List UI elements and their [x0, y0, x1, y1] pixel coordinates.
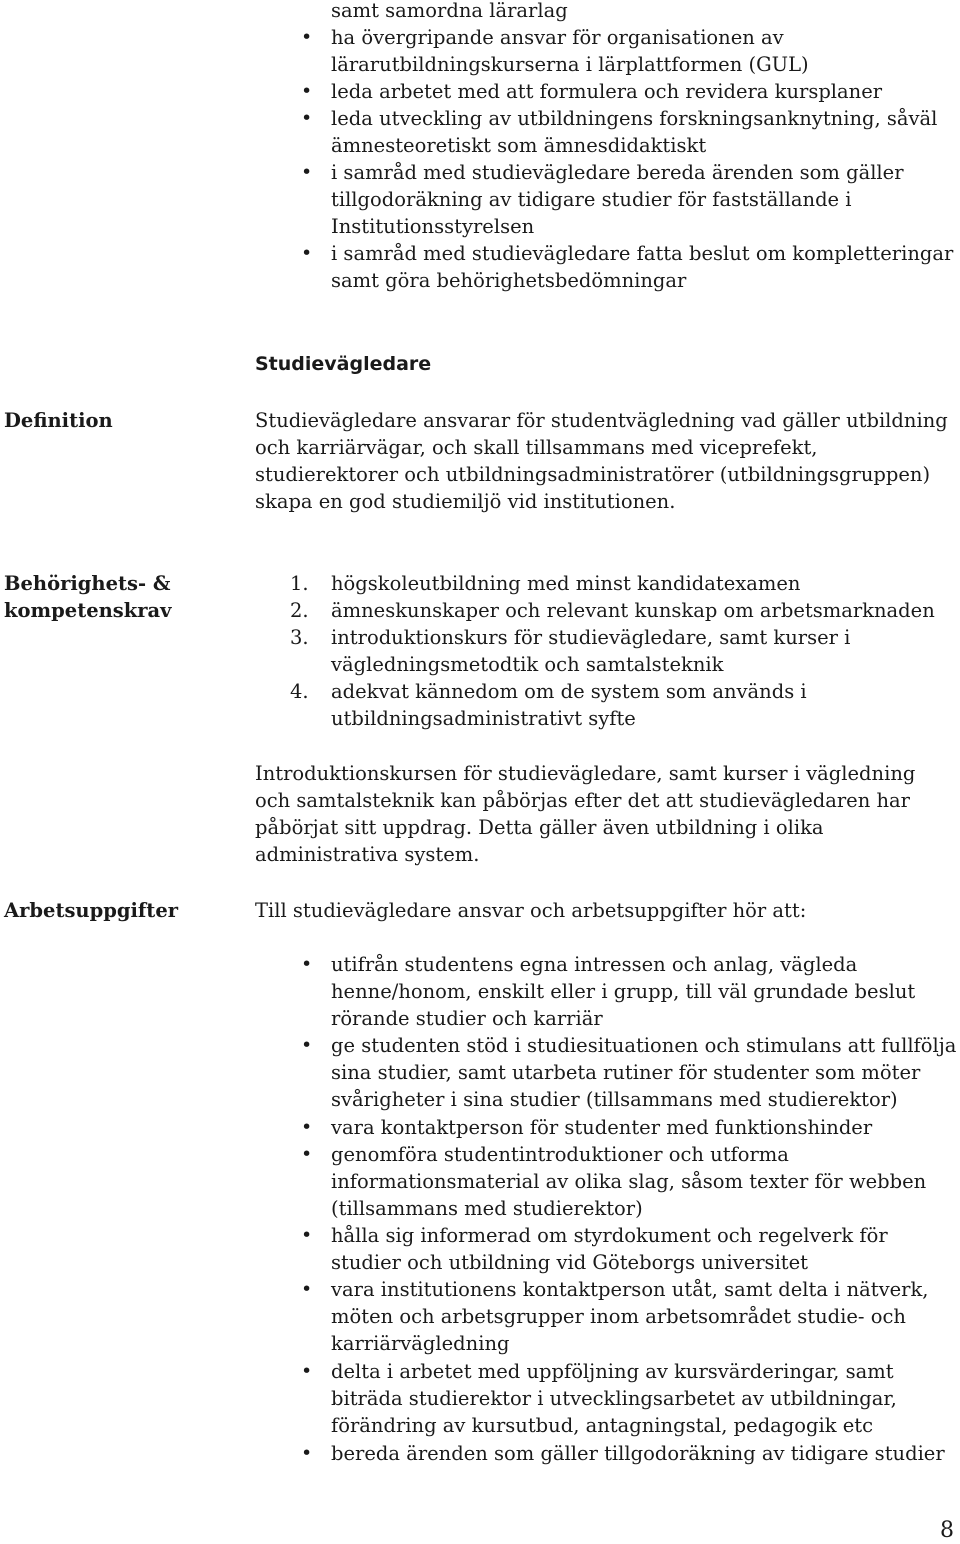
list-item-text: bereda ärenden som gäller tillgodoräkning av tidigare studier — [331, 1442, 945, 1465]
list-item-text: i samråd med studievägledare fatta beslut om kompletteringar — [331, 242, 954, 265]
list-continuation-text: samt samordna lärarlag — [331, 0, 568, 22]
bullet-icon: • — [301, 107, 313, 129]
bullet-icon: • — [301, 1143, 313, 1165]
list-item-text: rörande studier och karriär — [331, 1007, 603, 1030]
list-item-text: adekvat kännedom om de system som används i — [331, 680, 807, 703]
competence-label: Behörighets- & — [4, 572, 171, 595]
list-item-text: svårigheter i sina studier (tillsammans med studierektor) — [331, 1088, 898, 1111]
tasks-label: Arbetsuppgifter — [4, 899, 178, 922]
list-item-text: utbildningsadministrativt syfte — [331, 707, 636, 730]
page-number: 8 — [940, 1518, 954, 1543]
list-item-text: i samråd med studievägledare bereda ärenden som gäller — [331, 161, 904, 184]
bullet-icon: • — [301, 80, 313, 102]
bullet-icon: • — [301, 161, 313, 183]
list-item-text: samt göra behörighetsbedömningar — [331, 269, 687, 292]
list-item-text: henne/honom, enskilt eller i grupp, till väl grundade beslut — [331, 980, 916, 1003]
list-number: 2. — [290, 599, 309, 622]
list-item-text: introduktionskurs för studievägledare, samt kurser i — [331, 626, 851, 649]
list-item-text: ge studenten stöd i studiesituationen och stimulans att fullfölja — [331, 1034, 957, 1057]
bullet-icon: • — [301, 242, 313, 264]
list-item-text: ha övergripande ansvar för organisationen av — [331, 26, 784, 49]
paragraph-line: påbörjat sitt uppdrag. Detta gäller även utbildning i olika — [255, 816, 824, 839]
competence-label: kompetenskrav — [4, 599, 172, 622]
list-item-text: genomföra studentintroduktioner och utforma — [331, 1143, 789, 1166]
bullet-icon: • — [301, 1224, 313, 1246]
bullet-icon: • — [301, 1116, 313, 1138]
list-item-text: utifrån studentens egna intressen och anlag, vägleda — [331, 953, 858, 976]
list-item-text: leda arbetet med att formulera och revidera kursplaner — [331, 80, 883, 103]
list-item-text: leda utveckling av utbildningens forskningsanknytning, såväl — [331, 107, 938, 130]
paragraph-line: skapa en god studiemiljö vid institutionen. — [255, 490, 676, 513]
list-item-text: lärarutbildningskurserna i lärplattformen (GUL) — [331, 53, 809, 76]
paragraph-line: Studievägledare ansvarar för studentvägledning vad gäller utbildning — [255, 409, 948, 432]
list-item-text: informationsmaterial av olika slag, såsom texter för webben — [331, 1170, 927, 1193]
list-item-text: studier och utbildning vid Göteborgs universitet — [331, 1251, 809, 1274]
bullet-icon: • — [301, 1278, 313, 1300]
list-item-text: sina studier, samt utarbeta rutiner för studenter som möter — [331, 1061, 921, 1084]
list-item-text: ämnesteoretiskt som ämnesdidaktiskt — [331, 134, 707, 157]
definition-label: Definition — [4, 409, 113, 432]
list-item-text: (tillsammans med studierektor) — [331, 1197, 643, 1220]
list-item-text: förändring av kursutbud, antagningstal, pedagogik etc — [331, 1414, 874, 1437]
list-item-text: tillgodoräkning av tidigare studier för fastställande i — [331, 188, 852, 211]
bullet-icon: • — [301, 26, 313, 48]
list-item-text: delta i arbetet med uppföljning av kursvärderingar, samt — [331, 1360, 894, 1383]
list-item-text: Institutionsstyrelsen — [331, 215, 535, 238]
paragraph-line: administrativa system. — [255, 843, 480, 866]
list-item-text: vara institutionens kontaktperson utåt, samt delta i nätverk, — [331, 1278, 929, 1301]
list-item-text: vara kontaktperson för studenter med funktionshinder — [331, 1116, 873, 1139]
bullet-icon: • — [301, 1360, 313, 1382]
list-number: 4. — [290, 680, 309, 703]
list-item-text: karriärvägledning — [331, 1332, 510, 1355]
tasks-intro: Till studievägledare ansvar och arbetsuppgifter hör att: — [255, 899, 807, 922]
list-item-text: biträda studierektor i utvecklingsarbetet av utbildningar, — [331, 1387, 897, 1410]
bullet-icon: • — [301, 1034, 313, 1056]
list-item-text: möten och arbetsgrupper inom arbetsområdet studie- och — [331, 1305, 906, 1328]
bullet-icon: • — [301, 1442, 313, 1464]
list-item-text: vägledningsmetodtik och samtalsteknik — [331, 653, 724, 676]
paragraph-line: och samtalsteknik kan påbörjas efter det att studievägledaren har — [255, 789, 910, 812]
paragraph-line: och karriärvägar, och skall tillsammans med viceprefekt, — [255, 436, 818, 459]
paragraph-line: Introduktionskursen för studievägledare, samt kurser i vägledning — [255, 762, 916, 785]
list-item-text: hålla sig informerad om styrdokument och regelverk för — [331, 1224, 888, 1247]
list-item-text: högskoleutbildning med minst kandidatexamen — [331, 572, 801, 595]
list-item-text: ämneskunskaper och relevant kunskap om arbetsmarknaden — [331, 599, 935, 622]
paragraph-line: studierektorer och utbildningsadministratörer (utbildningsgruppen) — [255, 463, 931, 486]
bullet-icon: • — [301, 953, 313, 975]
section-title: Studievägledare — [255, 353, 432, 375]
list-number: 3. — [290, 626, 309, 649]
list-number: 1. — [290, 572, 309, 595]
